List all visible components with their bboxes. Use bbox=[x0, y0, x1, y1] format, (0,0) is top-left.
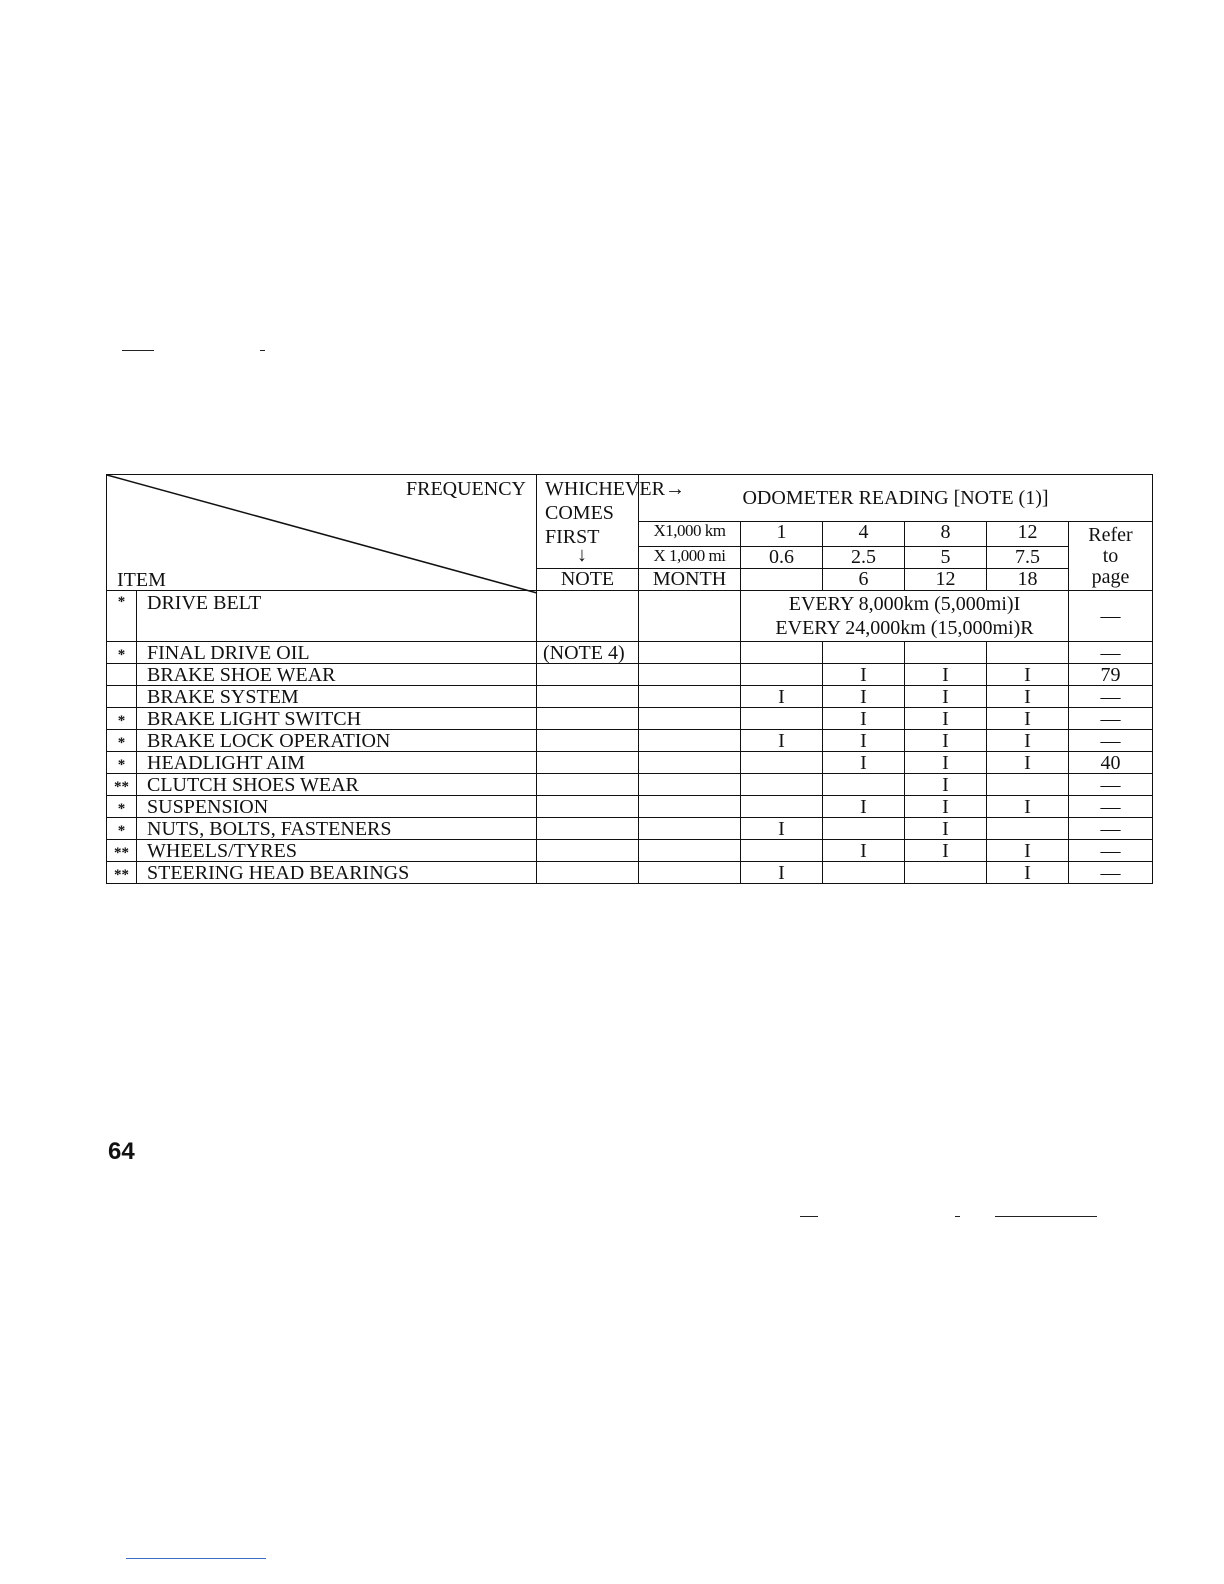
row-note bbox=[537, 708, 639, 730]
table-row bbox=[107, 686, 1153, 708]
row-note bbox=[537, 730, 639, 752]
km-value: 8 bbox=[905, 522, 987, 547]
row-value bbox=[741, 840, 823, 862]
maintenance-schedule bbox=[106, 474, 1152, 884]
row-value: I bbox=[823, 730, 905, 752]
table-row bbox=[107, 818, 1153, 840]
row-value bbox=[987, 642, 1069, 664]
row-item: WHEELS/TYRES bbox=[137, 840, 537, 862]
row-value: I bbox=[987, 862, 1069, 884]
row-note bbox=[537, 818, 639, 840]
row-month bbox=[639, 708, 741, 730]
row-month bbox=[639, 664, 741, 686]
row-refer: — bbox=[1069, 840, 1153, 862]
month-value: 12 bbox=[905, 569, 987, 591]
page-number: 64 bbox=[108, 1138, 135, 1165]
row-value: I bbox=[905, 686, 987, 708]
whichever-line1: WHICHEVER→ bbox=[545, 478, 685, 500]
refer-line2: to bbox=[1102, 544, 1119, 567]
table-row bbox=[107, 730, 1153, 752]
row-item: HEADLIGHT AIM bbox=[137, 752, 537, 774]
row-value: I bbox=[741, 862, 823, 884]
row-refer: — bbox=[1069, 708, 1153, 730]
refer-line3: page bbox=[1091, 565, 1130, 588]
row-value: I bbox=[987, 840, 1069, 862]
month-value: 18 bbox=[987, 569, 1069, 591]
row-note bbox=[537, 796, 639, 818]
row-item: CLUTCH SHOES WEAR bbox=[137, 774, 537, 796]
row-month bbox=[639, 862, 741, 884]
row-mark: * bbox=[107, 818, 137, 840]
row-mark: * bbox=[107, 752, 137, 774]
row-month bbox=[639, 730, 741, 752]
row-month bbox=[639, 642, 741, 664]
scan-mark bbox=[955, 1216, 960, 1217]
table-row bbox=[107, 642, 1153, 664]
row-refer: 40 bbox=[1069, 752, 1153, 774]
scan-mark bbox=[260, 350, 265, 351]
row-mark: * bbox=[107, 708, 137, 730]
row-value: I bbox=[987, 686, 1069, 708]
row-note bbox=[537, 664, 639, 686]
scan-mark bbox=[122, 350, 154, 351]
row-value: I bbox=[823, 686, 905, 708]
row-value bbox=[987, 774, 1069, 796]
row-mark bbox=[107, 664, 137, 686]
row-mark: ** bbox=[107, 862, 137, 884]
row-value: I bbox=[741, 730, 823, 752]
row-refer: — bbox=[1069, 774, 1153, 796]
row-value bbox=[741, 774, 823, 796]
row-month bbox=[639, 840, 741, 862]
row-value bbox=[905, 642, 987, 664]
table-row bbox=[107, 840, 1153, 862]
row-value bbox=[741, 796, 823, 818]
row-refer: — bbox=[1069, 730, 1153, 752]
month-label: MONTH bbox=[639, 569, 741, 591]
row-value: I bbox=[905, 752, 987, 774]
down-arrow-icon: ↓ bbox=[577, 544, 587, 566]
row-refer: — bbox=[1069, 686, 1153, 708]
row-value: I bbox=[987, 664, 1069, 686]
row-refer: — bbox=[1069, 642, 1153, 664]
row-value: I bbox=[823, 664, 905, 686]
row-value bbox=[741, 664, 823, 686]
row-note bbox=[537, 686, 639, 708]
row-item: DRIVE BELT bbox=[137, 591, 537, 642]
row-value bbox=[823, 862, 905, 884]
row-note: (NOTE 4) bbox=[537, 642, 639, 664]
scan-mark bbox=[800, 1216, 818, 1217]
row-item: BRAKE SHOE WEAR bbox=[137, 664, 537, 686]
table-row bbox=[107, 774, 1153, 796]
frequency-item-header bbox=[107, 475, 537, 591]
mi-value: 5 bbox=[905, 547, 987, 569]
table-row bbox=[107, 796, 1153, 818]
month-value bbox=[741, 569, 823, 591]
row-value bbox=[741, 642, 823, 664]
row-value: I bbox=[823, 752, 905, 774]
drive-belt-interval bbox=[741, 591, 1069, 642]
row-mark: * bbox=[107, 642, 137, 664]
row-month bbox=[639, 591, 741, 642]
refer-line1: Refer bbox=[1088, 523, 1133, 546]
row-value: I bbox=[905, 796, 987, 818]
row-note bbox=[537, 774, 639, 796]
row-value bbox=[823, 642, 905, 664]
mi-value: 2.5 bbox=[823, 547, 905, 569]
row-value: I bbox=[905, 664, 987, 686]
row-value: I bbox=[905, 840, 987, 862]
row-month bbox=[639, 796, 741, 818]
row-mark: * bbox=[107, 796, 137, 818]
row-mark: * bbox=[107, 591, 137, 642]
row-refer: 79 bbox=[1069, 664, 1153, 686]
frequency-label: FREQUENCY bbox=[405, 478, 526, 500]
row-value: I bbox=[741, 818, 823, 840]
row-refer: — bbox=[1069, 818, 1153, 840]
whichever-line3: FIRST bbox=[545, 526, 600, 548]
row-refer: — bbox=[1069, 862, 1153, 884]
row-month bbox=[639, 686, 741, 708]
row-value bbox=[905, 862, 987, 884]
row-value bbox=[987, 818, 1069, 840]
row-refer: — bbox=[1069, 796, 1153, 818]
row-value: I bbox=[741, 686, 823, 708]
row-item: STEERING HEAD BEARINGS bbox=[137, 862, 537, 884]
row-value: I bbox=[987, 796, 1069, 818]
whichever-header bbox=[537, 475, 685, 569]
table-row bbox=[107, 862, 1153, 884]
row-value: I bbox=[823, 796, 905, 818]
table-row bbox=[107, 664, 1153, 686]
row-note bbox=[537, 840, 639, 862]
km-value: 12 bbox=[987, 522, 1069, 547]
maintenance-table bbox=[106, 474, 1153, 884]
row-month bbox=[639, 818, 741, 840]
row-value bbox=[823, 774, 905, 796]
row-month bbox=[639, 774, 741, 796]
whichever-line2: COMES bbox=[545, 502, 614, 524]
interval-replace: EVERY 24,000km (15,000mi)R bbox=[775, 617, 1034, 639]
row-value bbox=[741, 752, 823, 774]
row-note bbox=[537, 752, 639, 774]
refer-header bbox=[1069, 522, 1153, 591]
table-row bbox=[107, 591, 1153, 642]
row-value: I bbox=[987, 730, 1069, 752]
scan-mark bbox=[995, 1216, 1097, 1217]
km-value: 1 bbox=[741, 522, 823, 547]
interval-inspect: EVERY 8,000km (5,000mi)I bbox=[788, 593, 1021, 615]
row-mark bbox=[107, 686, 137, 708]
table-row bbox=[107, 752, 1153, 774]
row-mark: * bbox=[107, 730, 137, 752]
table-row bbox=[107, 708, 1153, 730]
row-value: I bbox=[823, 840, 905, 862]
row-value: I bbox=[905, 708, 987, 730]
row-item: NUTS, BOLTS, FASTENERS bbox=[137, 818, 537, 840]
row-value bbox=[823, 818, 905, 840]
mi-value: 7.5 bbox=[987, 547, 1069, 569]
header-row bbox=[107, 475, 1153, 522]
month-value: 6 bbox=[823, 569, 905, 591]
row-item: FINAL DRIVE OIL bbox=[137, 642, 537, 664]
odometer-header: ODOMETER READING [NOTE (1)] bbox=[639, 475, 1153, 522]
row-item: BRAKE SYSTEM bbox=[137, 686, 537, 708]
row-value: I bbox=[823, 708, 905, 730]
row-note bbox=[537, 862, 639, 884]
mi-label: X 1,000 mi bbox=[639, 547, 741, 569]
row-refer: — bbox=[1069, 591, 1153, 642]
note-header: NOTE bbox=[537, 569, 639, 591]
row-mark: ** bbox=[107, 840, 137, 862]
km-value: 4 bbox=[823, 522, 905, 547]
row-value: I bbox=[905, 774, 987, 796]
item-label: ITEM bbox=[117, 569, 166, 591]
row-value: I bbox=[987, 752, 1069, 774]
row-item: BRAKE LOCK OPERATION bbox=[137, 730, 537, 752]
row-item: SUSPENSION bbox=[137, 796, 537, 818]
row-item: BRAKE LIGHT SWITCH bbox=[137, 708, 537, 730]
row-value: I bbox=[905, 818, 987, 840]
mi-value: 0.6 bbox=[741, 547, 823, 569]
scan-mark bbox=[126, 1558, 266, 1559]
row-note bbox=[537, 591, 639, 642]
row-value: I bbox=[905, 730, 987, 752]
row-value bbox=[741, 708, 823, 730]
km-label: X1,000 km bbox=[639, 522, 741, 547]
row-value: I bbox=[987, 708, 1069, 730]
row-month bbox=[639, 752, 741, 774]
row-mark: ** bbox=[107, 774, 137, 796]
